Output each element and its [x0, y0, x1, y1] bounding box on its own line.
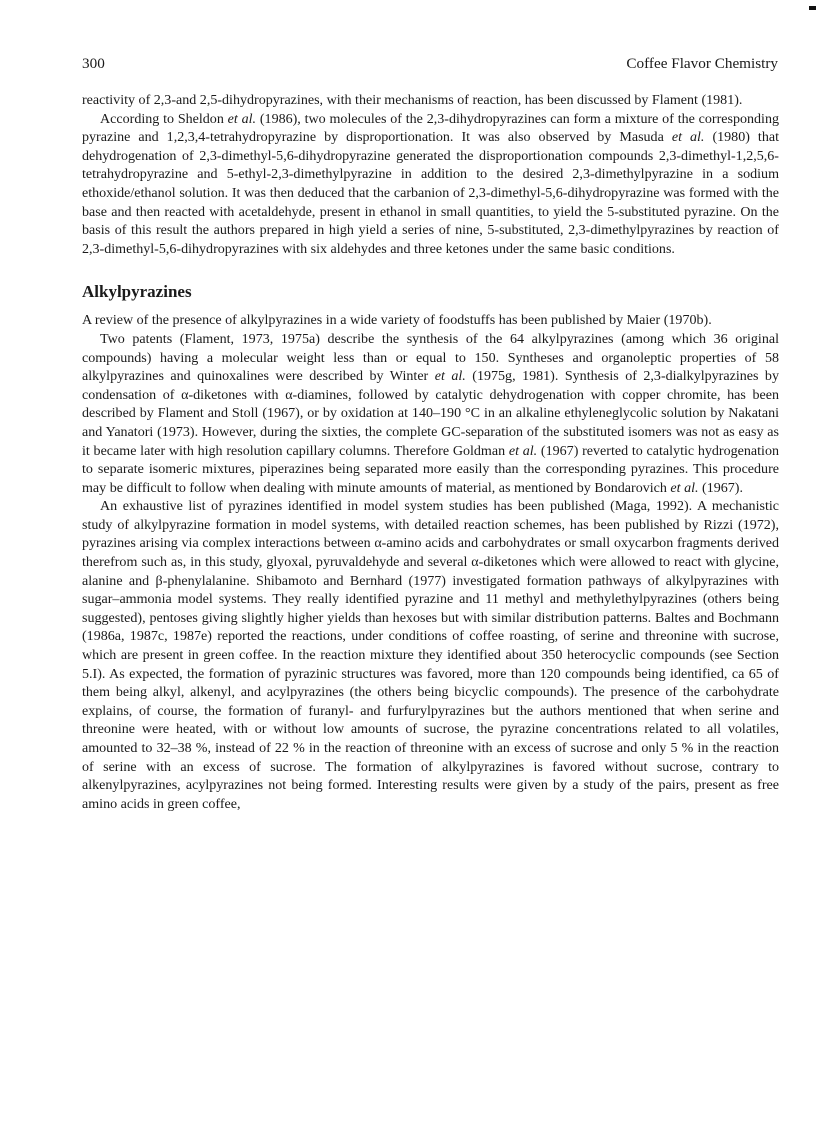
paragraph-3: A review of the presence of alkylpyrazines in a wide variety of foodstuffs has been published by Maier (1970b).	[82, 312, 712, 329]
paragraph-2: According to Sheldon et al. (1986), two molecules of the 2,3-dihydropyrazines can form a mixture of the corresponding pyrazine and 1,2,3,4-tetrahydropyrazine by disproportionation. It was also observed by Masuda et al. (1980) that dehydrogenation of 2,3-dimethyl-5,6-dihydropyrazine generated the disproportionation compounds 2,3-dimethyl-1,2,5,6-tetrahydropyrazine and 5-ethyl-2,3-dimethylpyrazine in addition to the desired 2,3-dimethylpyrazine in a sodium ethoxide/ethanol solution. It was then deduced that the carbanion of 2,3-dimethyl-5,6-dihydropyrazine was formed with the base and then reacted with acetaldehyde, present in ethanol in small quantities, to yield the 5-substituted pyrazine. On the basis of this result the authors prepared in high yield a series of nine, 5-substituted, 2,3-dimethylpyrazines by reaction of 2,3-dimethyl-5,6-dihydropyrazines with six aldehydes and three ketones under the same basic conditions.	[82, 110, 780, 257]
paragraph-1: reactivity of 2,3-and 2,5-dihydropyrazines, with their mechanisms of reaction, has been discussed by Flament (1981).	[82, 92, 743, 108]
page-header	[82, 55, 778, 79]
page-body	[82, 91, 779, 813]
paragraph-5: An exhaustive list of pyrazines identified in model system studies has been published (Maga, 1992). A mechanistic study of alkylpyrazine formation in model systems, with detailed reaction schemes, has been published by Rizzi (1972), pyrazines arising via complex interactions between α-amino acids and carbohydrates or small oxycarbon fragments derived therefrom such as, in this study, glyoxal, pyruvaldehyde and several α-diketones which were allowed to react with glycine, alanine and β-phenylalanine. Shibamoto and Bernhard (1977) investigated formation pathways of alkylpyrazines with sugar–ammonia model systems. They really identified pyrazine and 11 methyl and methylethylpyrazines (others being suggested), pentoses giving slightly higher yields than hexoses but with similar distribution patterns. Baltes and Bochmann (1986a, 1987c, 1987e) reported the reactions, under conditions of coffee roasting, of serine and threonine with sucrose, which are present in green coffee. In the reaction mixture they identified about 350 heterocyclic compounds (see Section 5.I). As expected, the formation of pyrazinic structures was favored, more than 120 compounds being identified, ca 65 of them being alkyl, alkenyl, and acylpyrazines (the others being bicyclic compounds). The presence of the carbohydrate explains, of course, the formation of furanyl- and furfurylpyrazines but the authors mentioned that when serine and threonine were heated, with or without low amounts of sucrose, the pyrazine concentrations related to all volatiles, amounted to 32–38 %, instead of 22 % in the reaction of threonine with an excess of sucrose and only 5 % in the reaction of serine with an excess of sucrose. The formation of alkylpyrazines is favored without sucrose, contrary to alkenylpyrazines, acylpyrazines not being formed. Interesting results were given by a study of the pairs, present as free amino acids in green coffee,	[82, 498, 779, 812]
page-number: 300	[82, 55, 105, 72]
paragraph-4: Two patents (Flament, 1973, 1975a) describe the synthesis of the 64 alkylpyrazines (among which 36 original compounds) having a molecular weight less than or equal to 150. Syntheses and organoleptic properties of 58 alkylpyrazines and quinoxalines were described by Winter et al. (1975g, 1981). Synthesis of 2,3-dialkylpyrazines by condensation of α-diketones with α-diamines, followed by catalytic dehydrogenation with copper chromite, has been described by Flament and Stoll (1967), or by oxidation at 140–190 °C in an alkaline ethyleneglycolic solution by Nakatani and Yanatori (1973). However, during the sixties, the complete GC-separation of the substituted isomers was not as easy as it became later with high resolution capillary columns. Therefore Goldman et al. (1967) reverted to catalytic hydrogenation to separate isomeric mixtures, piperazines being separated more easily than the corresponding pyrazines. This procedure may be difficult to follow when dealing with minute amounts of material, as mentioned by Bondarovich et al. (1967).	[82, 330, 780, 496]
section-heading: Alkylpyrazines	[82, 282, 192, 302]
scan-edge-mark	[809, 6, 816, 10]
running-title: Coffee Flavor Chemistry	[626, 55, 778, 72]
